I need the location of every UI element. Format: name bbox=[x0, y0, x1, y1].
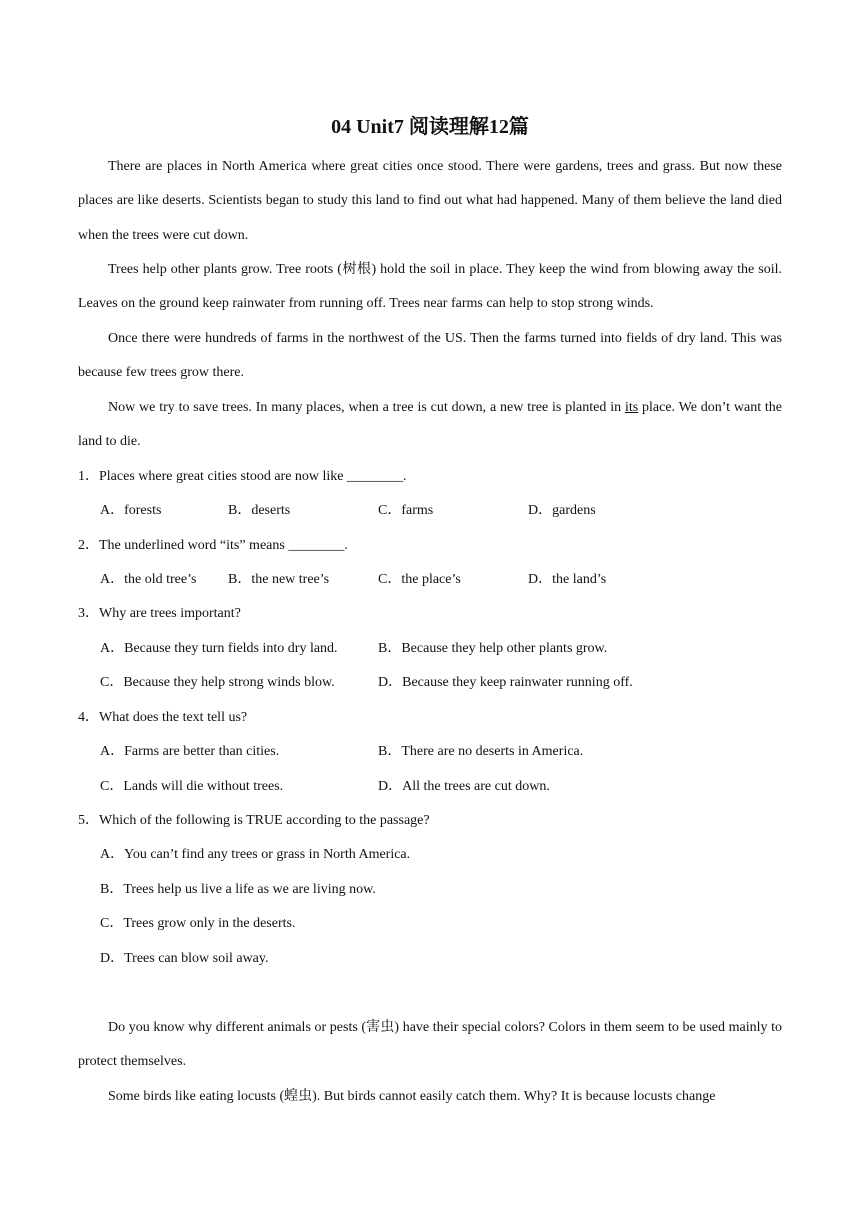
question-2-option-d[interactable]: D．the land’s bbox=[528, 572, 607, 587]
question-4-stem: 4．What does the text tell us? bbox=[78, 710, 248, 725]
question-3-option-d[interactable]: D．Because they keep rainwater running off. bbox=[378, 675, 633, 690]
passage2-paragraph-2: Some birds like eating locusts (蝗虫). But birds cannot easily catch them. Why? It is because locusts change bbox=[108, 1089, 716, 1104]
question-4-option-b[interactable]: B．There are no deserts in America. bbox=[378, 744, 584, 759]
question-5-option-d[interactable]: D．Trees can blow soil away. bbox=[100, 951, 269, 966]
paragraph-4-text-before: Now we try to save trees. In many places, when a tree is cut down, a new tree is planted in bbox=[108, 400, 625, 415]
question-5-option-a[interactable]: A．You can’t find any trees or grass in North America. bbox=[100, 847, 411, 862]
passage1-paragraph-3: Once there were hundreds of farms in the northwest of the US. Then the farms turned into fields of dry land. This was because few trees grow there. bbox=[78, 331, 782, 381]
question-1-option-d[interactable]: D．gardens bbox=[528, 503, 596, 518]
question-2-option-c[interactable]: C．the place’s bbox=[378, 572, 461, 587]
question-1-option-b[interactable]: B．deserts bbox=[228, 503, 291, 518]
question-1-option-c[interactable]: C．farms bbox=[378, 503, 434, 518]
question-2-option-b[interactable]: B．the new tree’s bbox=[228, 572, 330, 587]
question-3-option-b[interactable]: B．Because they help other plants grow. bbox=[378, 641, 608, 656]
question-2-stem: 2．The underlined word “its” means ________. bbox=[78, 538, 348, 553]
question-4-option-c[interactable]: C．Lands will die without trees. bbox=[100, 779, 284, 794]
question-3-stem: 3．Why are trees important? bbox=[78, 606, 241, 621]
question-1-option-a[interactable]: A．forests bbox=[100, 503, 162, 518]
question-1-stem: 1．Places where great cities stood are now like ________. bbox=[78, 469, 407, 484]
question-5-option-c[interactable]: C．Trees grow only in the deserts. bbox=[100, 916, 296, 931]
question-4-option-a[interactable]: A．Farms are better than cities. bbox=[100, 744, 280, 759]
passage1-paragraph-4 bbox=[78, 391, 782, 460]
question-2-option-a[interactable]: A．the old tree’s bbox=[100, 572, 197, 587]
question-3-option-c[interactable]: C．Because they help strong winds blow. bbox=[100, 675, 335, 690]
question-5-stem: 5．Which of the following is TRUE according to the passage? bbox=[78, 813, 430, 828]
page-title: 04 Unit7 阅读理解12篇 bbox=[331, 116, 529, 138]
passage2-paragraph-1: Do you know why different animals or pests (害虫) have their special colors? Colors in them seem to be used mainly to protect themselves. bbox=[78, 1020, 782, 1070]
paragraph-4-text-after: place. We don’t want the land to die. bbox=[78, 400, 783, 450]
passage1-paragraph-2: Trees help other plants grow. Tree roots (树根) hold the soil in place. They keep the wind from blowing away the soil. Leaves on the ground keep rainwater from running off. Trees near farms can help to stop strong winds. bbox=[78, 262, 782, 312]
question-3-option-a[interactable]: A．Because they turn fields into dry land. bbox=[100, 641, 338, 656]
underlined-word-its: its bbox=[624, 400, 639, 415]
question-4-option-d[interactable]: D．All the trees are cut down. bbox=[378, 779, 550, 794]
passage1-paragraph-1: There are places in North America where great cities once stood. There were gardens, trees and grass. But now these places are like deserts. Scientists began to study this land to find out what had happened. Many of them believe the land died when the trees were cut down. bbox=[78, 159, 782, 243]
question-5-option-b[interactable]: B．Trees help us live a life as we are living now. bbox=[100, 882, 376, 897]
